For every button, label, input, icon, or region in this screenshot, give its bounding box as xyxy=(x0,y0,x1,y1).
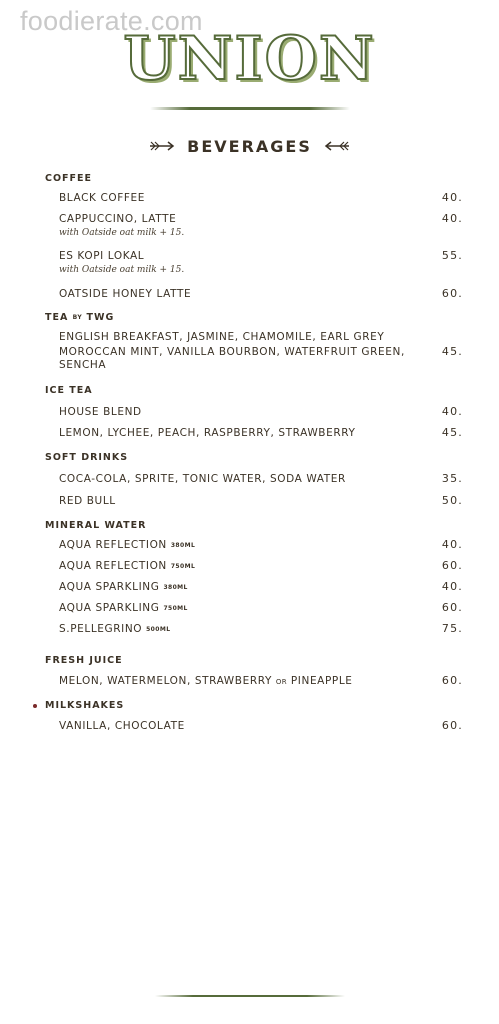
item-size: 750ML xyxy=(163,605,188,612)
menu-item-name xyxy=(59,601,429,616)
tea-varieties-line-2: MOROCCAN MINT, VANILLA BOURBON, WATERFRUIT GREEN, xyxy=(59,346,405,358)
menu-item-price: 60. xyxy=(441,674,463,687)
menu-item-name: OATSIDE HONEY LATTE xyxy=(59,288,192,300)
watermark: foodierate.com xyxy=(20,6,203,36)
menu-item-name xyxy=(59,674,429,689)
section-header xyxy=(0,134,499,158)
menu-item-note: with Oatside oat milk + 15. xyxy=(59,228,185,238)
category-mineral-water: MINERAL WATER xyxy=(45,520,147,531)
item-size: 380ML xyxy=(170,542,196,549)
menu-item-price: 40. xyxy=(441,212,463,225)
category-tea-by: BY xyxy=(72,314,83,321)
category-milkshakes: MILKSHAKES xyxy=(45,700,125,711)
item-label: MELON, WATERMELON, STRAWBERRY xyxy=(59,675,272,687)
menu-item-name xyxy=(59,580,429,595)
menu-item-name: HOUSE BLEND xyxy=(59,406,142,418)
menu-item-price: 60. xyxy=(441,719,463,732)
footer-divider xyxy=(155,995,345,997)
category-coffee: COFFEE xyxy=(45,173,93,184)
tea-varieties-line-3: SENCHA xyxy=(59,359,107,371)
bullet-icon xyxy=(33,704,37,708)
menu-item-price: 60. xyxy=(441,287,463,300)
menu-item-name xyxy=(59,538,429,553)
category-soft-drinks: SOFT DRINKS xyxy=(45,452,129,463)
menu-item-name: BLACK COFFEE xyxy=(59,192,145,204)
menu-item-price: 50. xyxy=(441,494,463,507)
menu-item-name: VANILLA, CHOCOLATE xyxy=(59,720,185,732)
menu-item-price: 40. xyxy=(441,191,463,204)
item-size: 500ML xyxy=(146,626,171,633)
menu-item-price: 55. xyxy=(441,249,463,262)
arrow-right-icon xyxy=(149,141,175,151)
menu-item-price: 35. xyxy=(441,472,463,485)
menu-item-price: 60. xyxy=(441,601,463,614)
menu-item-price: 40. xyxy=(441,538,463,551)
menu-item-name: CAPPUCCINO, LATTE xyxy=(59,213,177,225)
menu-item-name: LEMON, LYCHEE, PEACH, RASPBERRY, STRAWBERRY xyxy=(59,427,356,439)
tea-varieties-line-1: ENGLISH BREAKFAST, JASMINE, CHAMOMILE, EARL GREY xyxy=(59,331,385,343)
menu-item-name: RED BULL xyxy=(59,495,116,507)
category-tea-brand: TWG xyxy=(86,312,115,323)
category-tea-label: TEA xyxy=(45,312,69,323)
item-label: PINEAPPLE xyxy=(290,675,353,687)
category-fresh-juice: FRESH JUICE xyxy=(45,655,123,666)
item-label: AQUA REFLECTION xyxy=(59,539,167,551)
menu-item-price: 60. xyxy=(441,559,463,572)
menu-item-name xyxy=(59,622,429,637)
menu-item-name xyxy=(59,559,429,574)
menu-item-name: ES KOPI LOKAL xyxy=(59,250,145,262)
logo-divider xyxy=(150,107,350,110)
item-label: AQUA SPARKLING xyxy=(59,602,160,614)
union-logo: UNION xyxy=(123,24,376,94)
menu-item-price: 45. xyxy=(441,345,463,358)
item-or: OR xyxy=(275,678,287,686)
item-label: AQUA SPARKLING xyxy=(59,581,160,593)
item-label: S.PELLEGRINO xyxy=(59,623,143,635)
menu-item-price: 75. xyxy=(441,622,463,635)
menu-item-price: 40. xyxy=(441,580,463,593)
category-tea xyxy=(45,312,114,323)
item-size: 750ML xyxy=(170,563,196,570)
section-title: BEVERAGES xyxy=(187,136,312,156)
menu-item-name: COCA-COLA, SPRITE, TONIC WATER, SODA WATER xyxy=(59,473,346,485)
menu-item-note: with Oatside oat milk + 15. xyxy=(59,265,185,275)
menu-item-price: 40. xyxy=(441,405,463,418)
item-label: AQUA REFLECTION xyxy=(59,560,167,572)
arrow-left-icon xyxy=(324,141,350,151)
category-ice-tea: ICE TEA xyxy=(45,385,93,396)
item-size: 380ML xyxy=(163,584,188,591)
menu-item-price: 45. xyxy=(441,426,463,439)
